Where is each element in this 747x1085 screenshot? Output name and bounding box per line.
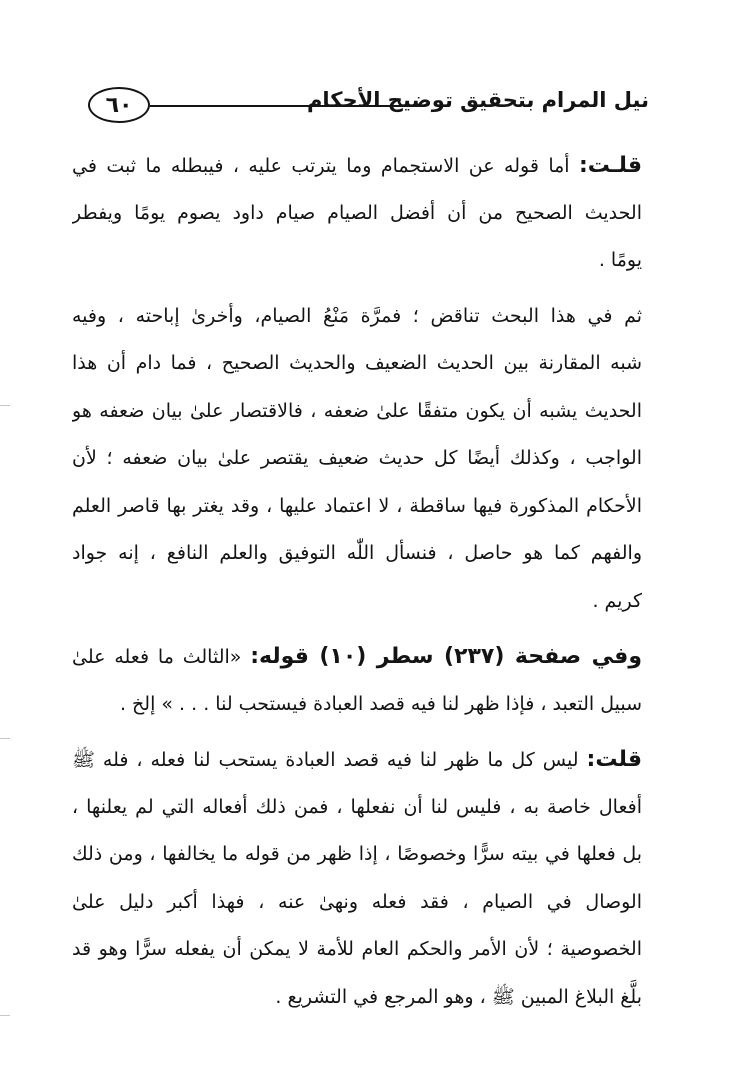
scan-edge-mark bbox=[0, 405, 10, 406]
scan-edge-mark bbox=[0, 738, 10, 739]
text-line: الأحكام المذكورة فيها ساقطة ، لا اعتماد عليها ، وقد يغتر بها قاصر العلم bbox=[72, 494, 642, 517]
body-text bbox=[72, 142, 642, 1021]
running-header bbox=[88, 84, 649, 130]
text-line: قلت: ليس كل ما ظهر لنا فيه قصد العبادة يستحب لنا فعله ، فله ﷺ bbox=[72, 747, 642, 772]
text-line: وفي صفحة (٢٣٧) سطر (١٠) قوله: «الثالث ما فعله علىٰ bbox=[72, 644, 642, 669]
text-line: والفهم كما هو حاصل ، فنسأل اللّٰه التوفيق والعلم النافع ، إنه جواد bbox=[72, 542, 642, 564]
text-line: الحديث يشبه أن يكون متفقًا علىٰ ضعفه ، فالاقتصار علىٰ بيان ضعفه هو bbox=[72, 399, 642, 422]
text-line: يومًا . bbox=[598, 249, 642, 271]
page-number: ٦٠ bbox=[105, 92, 133, 118]
book-title: نيل المرام بتحقيق توضيح الأحكام bbox=[307, 88, 649, 112]
paragraph-lead: قلت: bbox=[586, 747, 642, 772]
text-line: أفعال خاصة به ، فليس لنا أن نفعلها ، فمن ذلك أفعاله التي لم يعلنها ، bbox=[72, 795, 642, 818]
text-line: ثم في هذا البحث تناقض ؛ فمرَّة مَنْعُ الصيام، وأخرىٰ إباحته ، وفيه bbox=[72, 304, 642, 327]
text-line: الحديث الصحيح من أن أفضل الصيام صيام داود يصوم يومًا ويفطر bbox=[72, 201, 642, 224]
text-line: قلـت: أما قوله عن الاستجمام وما يترتب عليه ، فيبطله ما ثبت في bbox=[72, 153, 642, 178]
scan-edge-mark bbox=[0, 1015, 10, 1016]
text-line: شبه المقارنة بين الحديث الضعيف والحديث الصحيح ، فما دام أن هذا bbox=[72, 352, 642, 374]
text-line: بل فعلها في بيته سرًّا وخصوصًا ، إذا ظهر من قوله ما يخالفها ، ومن ذلك bbox=[72, 843, 642, 865]
text-line: كريم . bbox=[592, 589, 642, 612]
page-number-badge bbox=[88, 87, 150, 123]
text-line: الوصال في الصيام ، فقد فعله ونهىٰ عنه ، فهذا أكبر دليل علىٰ bbox=[72, 890, 642, 913]
text-line: سبيل التعبد ، فإذا ظهر لنا فيه قصد العبادة فيستحب لنا . . . » إلخ . bbox=[119, 692, 642, 715]
text-line: الخصوصية ؛ لأن الأمر والحكم العام للأمة لا يمكن أن يفعله سرًّا وهو قد bbox=[72, 938, 642, 960]
text-line: الواجب ، وكذلك أيضًا كل حديث ضعيف يقتصر علىٰ بيان ضعفه ؛ لأن bbox=[72, 447, 642, 469]
paragraph-lead: قلـت: bbox=[579, 153, 642, 178]
paragraph-lead: وفي صفحة (٢٣٧) سطر (١٠) قوله: bbox=[250, 644, 642, 669]
text-line: بلَّغ البلاغ المبين ﷺ ، وهو المرجع في التشريع . bbox=[275, 985, 642, 1008]
